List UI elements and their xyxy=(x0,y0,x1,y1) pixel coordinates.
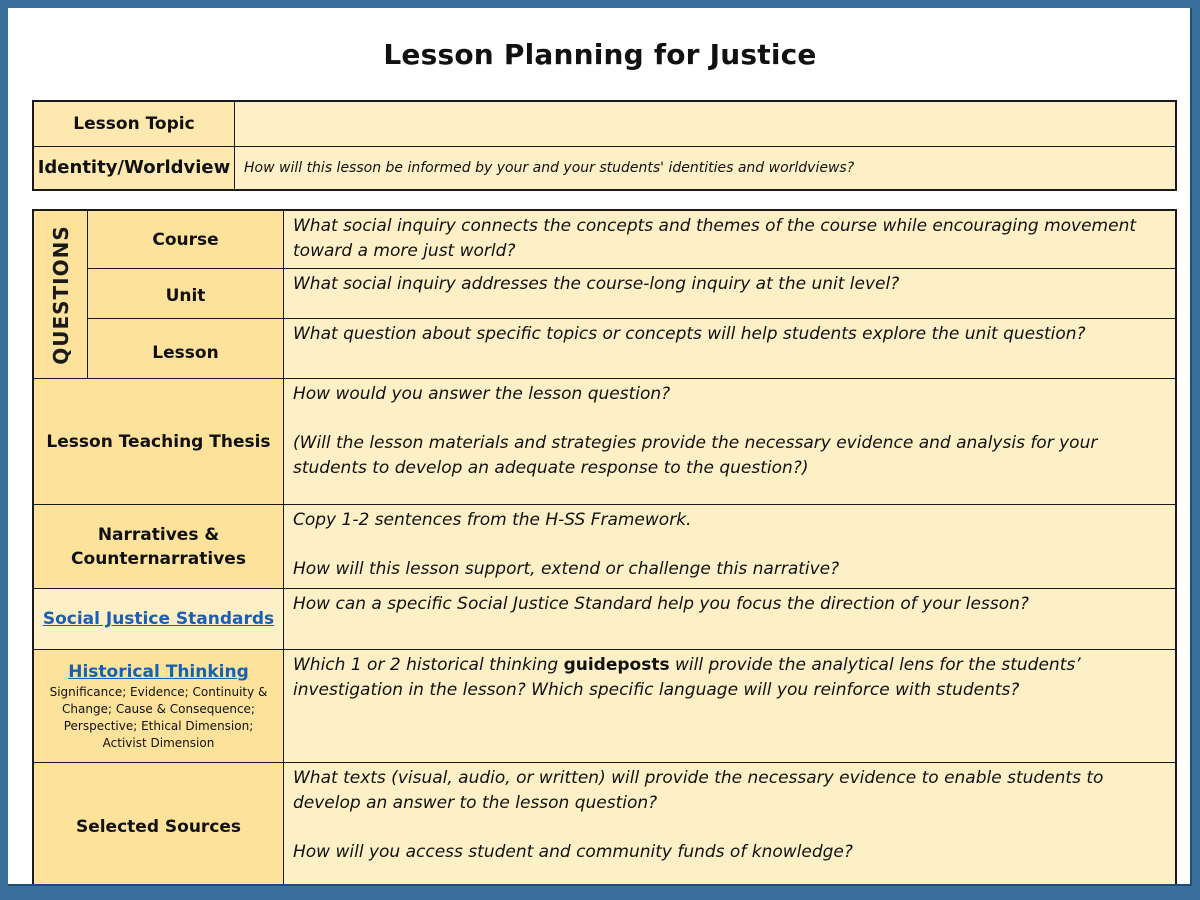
teaching-thesis-label-text: Lesson Teaching Thesis xyxy=(46,431,271,452)
selected-sources-field[interactable] xyxy=(283,762,1177,886)
teaching-thesis-label xyxy=(32,378,284,505)
lesson-label xyxy=(87,318,284,379)
course-question-prompt: What social inquiry connects the concepts and themes of the course while encouraging movement toward a more just world? xyxy=(293,216,1137,261)
page-title: Lesson Planning for Justice xyxy=(383,38,817,71)
unit-question-field[interactable] xyxy=(283,268,1177,319)
social-justice-standards-cell xyxy=(32,588,284,650)
identity-worldview-label xyxy=(32,146,235,191)
selected-sources-label-text: Selected Sources xyxy=(75,817,242,837)
course-label xyxy=(87,209,284,269)
selected-sources-prompt-1: What texts (visual, audio, or written) will provide the necessary evidence to enable students to develop an answer to the lesson question? xyxy=(293,768,1104,813)
course-question-field[interactable] xyxy=(283,209,1177,269)
historical-thinking-prompt-bold: guideposts xyxy=(563,655,670,675)
questions-vertical-text: QUESTIONS xyxy=(48,224,73,365)
lesson-label-text: Lesson xyxy=(152,342,219,363)
social-justice-standards-prompt: How can a specific Social Justice Standard help you focus the direction of your lesson? xyxy=(293,594,1029,614)
lesson-question-prompt: What question about specific topics or concepts will help students explore the unit question? xyxy=(293,324,1086,344)
lesson-topic-label-text: Lesson Topic xyxy=(73,114,195,134)
lesson-question-field[interactable] xyxy=(283,318,1177,379)
historical-thinking-prompt-post: will provide the analytical lens for the students’ investigation in the lesson? Which specific language will you reinforce with students? xyxy=(293,655,1081,700)
teaching-thesis-prompt-1: How would you answer the lesson question? xyxy=(293,384,671,404)
document-page xyxy=(8,8,1192,886)
lesson-topic-field[interactable] xyxy=(234,100,1177,147)
narratives-label-text: Narratives & Counternarratives xyxy=(71,524,246,569)
unit-question-prompt: What social inquiry addresses the course-long inquiry at the unit level? xyxy=(293,274,900,294)
teaching-thesis-prompt-2: (Will the lesson materials and strategies provide the necessary evidence and analysis for your students to develop an adequate response to the question?) xyxy=(293,433,1098,478)
social-justice-standards-link[interactable]: Social Justice Standards xyxy=(42,609,275,629)
historical-thinking-field[interactable] xyxy=(283,649,1177,763)
social-justice-standards-field[interactable] xyxy=(283,588,1177,650)
historical-thinking-prompt-pre: Which 1 or 2 historical thinking xyxy=(293,655,564,675)
selected-sources-label xyxy=(32,762,284,886)
narratives-label xyxy=(32,504,284,589)
narratives-field[interactable] xyxy=(283,504,1177,589)
historical-thinking-cell xyxy=(32,649,284,763)
historical-thinking-sublabel: Significance; Evidence; Continuity & Change; Cause & Consequence; Perspective; Ethical Dimension; Activist Dimension xyxy=(49,685,268,750)
questions-section-label xyxy=(32,209,88,379)
identity-worldview-label-text: Identity/Worldview xyxy=(37,157,231,178)
narratives-prompt-2: How will this lesson support, extend or challenge this narrative? xyxy=(293,559,840,579)
unit-label-text: Unit xyxy=(165,285,206,306)
selected-sources-prompt-2: How will you access student and community funds of knowledge? xyxy=(293,842,853,862)
identity-worldview-prompt: How will this lesson be informed by your and your students' identities and worldviews? xyxy=(244,160,855,176)
course-label-text: Course xyxy=(152,229,219,250)
unit-label xyxy=(87,268,284,319)
identity-worldview-field[interactable] xyxy=(234,146,1177,191)
teaching-thesis-field[interactable] xyxy=(283,378,1177,505)
narratives-prompt-1: Copy 1-2 sentences from the H-SS Framework. xyxy=(293,510,692,530)
lesson-topic-label xyxy=(32,100,235,147)
historical-thinking-link[interactable]: Historical Thinking xyxy=(68,662,249,682)
